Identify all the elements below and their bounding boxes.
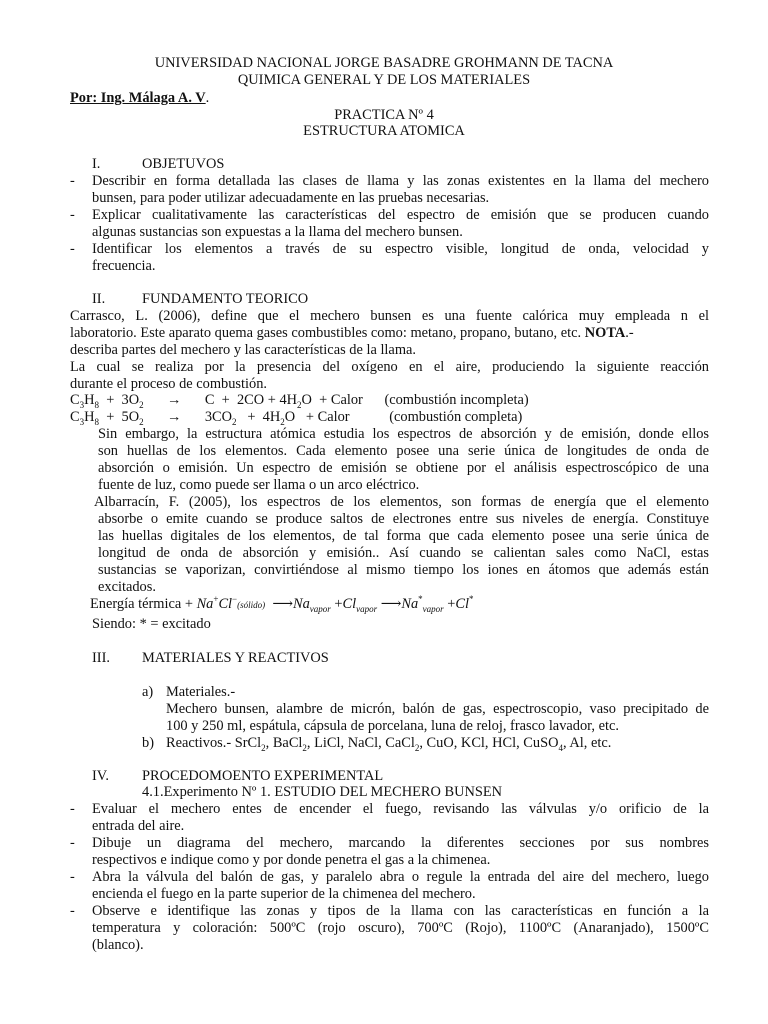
eq-star-2: * <box>469 594 474 605</box>
p1-line1: Carrasco, L. (2006), define que el mechero bunsen es una fuente calórica muy empleada n el <box>70 308 709 324</box>
materials-line1: Mechero bunsen, alambre de micrón, balón de gas, espectroscopio, vaso precipitado de <box>166 701 709 717</box>
section1-number: I. <box>92 156 101 172</box>
materials-title: Materiales.- <box>166 684 236 700</box>
p4-line4: longitud de onda de absorción y emisión.. Así cuando se calientan sales como NaCl, estas <box>98 545 709 561</box>
section4-number: IV. <box>92 768 109 784</box>
p4-line5: sustancias se vaporizan, convirtiéndose al mismo tiempo los iones en átomos que además están <box>98 562 709 578</box>
step-4-line3: (blanco). <box>92 937 144 953</box>
eq-vapor-1: vapor <box>309 603 331 614</box>
p1-line2-end: .- <box>625 325 634 341</box>
p3-line4: fuente de luz, como puede ser llama o un arco eléctrico. <box>98 477 420 493</box>
university-title: UNIVERSIDAD NACIONAL JORGE BASADRE GROHMANN DE TACNA <box>154 55 614 71</box>
p4-line3: las huellas digitales de los elementos, de tal forma que cada elemento posee una serie única de <box>98 528 709 544</box>
p3-line1: Sin embargo, la estructura atómica estudia los espectros de absorción y de emisión, donde ellos <box>98 426 709 442</box>
step-2-line2: respectivos e indique como y por donde penetra el gas a la chimenea. <box>92 852 491 868</box>
section2-title: FUNDAMENTO TEORICO <box>142 291 309 307</box>
reaction-2-arrow: → <box>167 409 182 425</box>
topic-title: ESTRUCTURA ATOMICA <box>303 123 465 139</box>
energy-label: Energía térmica + <box>90 596 193 612</box>
objective-3-line1: Identificar los elementos a través de su espectro visible, longitud de onda, velocidad y <box>92 241 709 257</box>
reaction-1-arrow: → <box>167 392 182 408</box>
eq-vapor-2: vapor <box>356 603 378 614</box>
step-3-line1: Abra la válvula del balón de gas, y paralelo abra o regule la entrada del aire del mechero, luego <box>92 869 709 885</box>
objective-1-line1: Describir en forma detallada las clases de llama y las zonas existentes en la llama del mechero <box>92 173 709 189</box>
list-dash: - <box>70 801 75 817</box>
reagents-text: Reactivos.- SrCl$_2$, BaCl$_2$, LiCl, NaCl, CaCl$_2$, CuO, KCl, HCl, CuSO$_4$, Al, etc. <box>166 735 612 753</box>
author-name: Por: Ing. Málaga A. V <box>70 90 206 106</box>
reaction-1-lhs: $C_3H_8 + 3O_2$ <box>70 392 144 410</box>
p2-line2: durante el proceso de combustión. <box>70 376 268 392</box>
p4-line2: absorbe o emite cuando se produce saltos de electrones entre sus niveles de energía. Constituye <box>98 511 709 527</box>
eq-star-1: * <box>418 594 423 605</box>
p4-line1: Albarracín, F. (2005), los espectros de los elementos, son formas de energía que el elemento <box>94 494 709 510</box>
energy-equation <box>90 596 474 614</box>
step-4-line1: Observe e identifique las zonas y tipos de la llama con las características en función a la <box>92 903 709 919</box>
p2-line1: La cual se realiza por la presencia del oxígeno en el aire, produciendo la siguiente reacción <box>70 359 709 375</box>
section1-title: OBJETUVOS <box>142 156 225 172</box>
course-title: QUIMICA GENERAL Y DE LOS MATERIALES <box>237 72 531 88</box>
list-dash: - <box>70 207 75 223</box>
eq-cl-sup: − <box>232 594 238 605</box>
list-dash: - <box>70 173 75 189</box>
eq-plus: + <box>334 596 343 612</box>
objective-2-line1: Explicar cualitativamente las características del espectro de emisión que se producen cuando <box>92 207 709 223</box>
eq-cl-vapor: Cl <box>342 596 357 612</box>
section2-number: II. <box>92 291 106 307</box>
step-1-line2: entrada del aire. <box>92 818 185 834</box>
p1-line3: describa partes del mechero y las características de la llama. <box>70 342 417 358</box>
objective-1-line2: bunsen, para poder utilizar adecuadamente en las pruebas necesarias. <box>92 190 490 206</box>
p3-line2: son huellas de los elementos. Cada elemento posee una serie única de longitudes de onda de <box>98 443 709 459</box>
experiment-subtitle: 4.1.Experimento Nº 1. ESTUDIO DEL MECHERO BUNSEN <box>142 784 503 800</box>
p3-line3: absorción o emisión. Un espectro de emisión se obtiene por el análisis espectroscópico de una <box>98 460 709 476</box>
eq-plus-2: + <box>447 596 456 612</box>
reagents-label: b) <box>142 735 154 751</box>
eq-arrow-1: ⟶ <box>268 596 293 612</box>
eq-cl-excited: Cl <box>455 596 469 612</box>
author-line <box>70 90 209 107</box>
objective-3-line2: frecuencia. <box>92 258 156 274</box>
step-3-line2: encienda el fuego en la parte superior de la chimenea del mechero. <box>92 886 476 902</box>
list-dash: - <box>70 869 75 885</box>
materials-line2: 100 y 250 ml, espátula, cápsula de porcelana, luna de reloj, frasco lavador, etc. <box>166 718 619 734</box>
section3-number: III. <box>92 650 110 666</box>
reaction-1-rhs: $C + 2CO + 4H_2O$ + Calor <box>204 392 363 410</box>
eq-na: Na <box>196 596 214 612</box>
reaction-2-note: (combustión completa) <box>389 409 523 425</box>
siendo-note: Siendo: * = excitado <box>92 616 211 632</box>
section4-title: PROCEDOMOENTO EXPERIMENTAL <box>142 768 384 784</box>
eq-solid: (sólido) <box>237 600 266 610</box>
nota-label: NOTA <box>584 325 626 341</box>
list-dash: - <box>70 903 75 919</box>
reaction-1-note: (combustión incompleta) <box>384 392 529 408</box>
author-dot: . <box>205 90 210 106</box>
list-dash: - <box>70 241 75 257</box>
eq-na-sup: + <box>213 594 219 605</box>
step-1-line1: Evaluar el mechero entes de encender el fuego, revisando las válvulas y/o orificio de la <box>92 801 709 817</box>
p1-line2 <box>70 325 634 342</box>
practice-title: PRACTICA Nº 4 <box>334 107 434 123</box>
reaction-2-rhs: $3CO_2 + 4H_2O$ + Calor <box>204 409 350 427</box>
step-2-line1: Dibuje un diagrama del mechero, marcando la diferentes secciones por sus nombres <box>92 835 709 851</box>
section3-title: MATERIALES Y REACTIVOS <box>142 650 329 666</box>
p4-line6: excitados. <box>98 579 156 595</box>
p1-line2-text: laboratorio. Este aparato quema gases combustibles como: metano, propano, butano, etc. <box>70 325 582 341</box>
materials-label: a) <box>142 684 154 700</box>
list-dash: - <box>70 835 75 851</box>
eq-na-vapor: Na <box>292 596 310 612</box>
objective-2-line2: algunas sustancias son expuestas a la llama del mechero bunsen. <box>92 224 463 240</box>
reaction-1 <box>70 392 529 409</box>
eq-na-excited: Na <box>401 596 419 612</box>
eq-cl: Cl <box>218 596 233 612</box>
reaction-2 <box>70 409 522 426</box>
eq-vapor-3: vapor <box>422 603 444 614</box>
eq-arrow-2: ⟶ <box>380 596 402 612</box>
reaction-2-lhs: $C_3H_8 + 5O_2$ <box>70 409 144 427</box>
step-4-line2: temperatura y coloración: 500ºC (rojo oscuro), 700ºC (Rojo), 1100ºC (Anaranjado), 1500ºC <box>92 920 709 936</box>
